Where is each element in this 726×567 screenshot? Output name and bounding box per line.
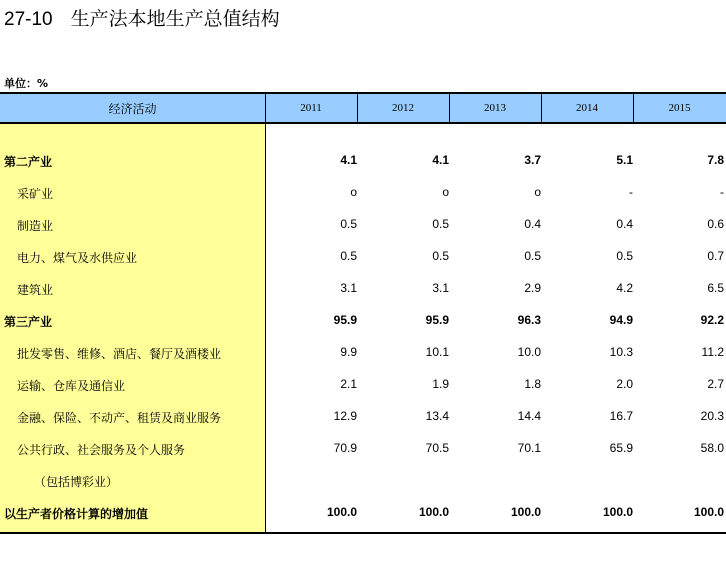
cell-value: 92.2 [700, 313, 724, 327]
row-label: 以生产者价格计算的增加值 [4, 507, 149, 521]
cell-value: 16.7 [609, 409, 633, 423]
cell-value: 0.5 [340, 249, 357, 263]
table-title [4, 4, 280, 31]
cell-value: 0.5 [432, 217, 449, 231]
row-label: 制造业 [17, 219, 54, 233]
header-divider [541, 92, 542, 124]
cell-value: 4.1 [340, 153, 357, 167]
cell-value: 0.7 [707, 249, 724, 263]
cell-value: o [534, 185, 541, 199]
header-year-2015: 2015 [633, 92, 726, 124]
cell-value: 9.9 [340, 345, 357, 359]
row-label: （包括博彩业） [34, 475, 119, 489]
cell-value: 58.0 [700, 441, 724, 455]
cell-value: o [350, 185, 357, 199]
cell-value: 100.0 [418, 505, 449, 519]
cell-value: - [720, 185, 724, 199]
cell-value: 2.0 [616, 377, 633, 391]
header-divider [449, 92, 450, 124]
cell-value: 0.5 [432, 249, 449, 263]
row-label: 金融、保险、不动产、租赁及商业服务 [17, 411, 222, 425]
cell-value: 70.9 [333, 441, 357, 455]
header-activity: 经济活动 [0, 92, 265, 124]
header-divider [357, 92, 358, 124]
row-label: 建筑业 [17, 283, 54, 297]
cell-value: 100.0 [693, 505, 724, 519]
cell-value: 13.4 [425, 409, 449, 423]
cell-value: 1.8 [524, 377, 541, 391]
row-label: 批发零售、维修、酒店、餐厅及酒楼业 [17, 347, 222, 361]
header-divider [265, 92, 266, 124]
cell-value: 0.6 [707, 217, 724, 231]
header-divider [633, 92, 634, 124]
cell-value: 4.1 [432, 153, 449, 167]
cell-value: 20.3 [700, 409, 724, 423]
cell-value: 7.8 [707, 153, 724, 167]
cell-value: 10.0 [517, 345, 541, 359]
cell-value: 70.5 [425, 441, 449, 455]
cell-value: 96.3 [517, 313, 541, 327]
cell-value: 94.9 [609, 313, 633, 327]
cell-value: 95.9 [425, 313, 449, 327]
cell-value: 95.9 [333, 313, 357, 327]
row-label: 第三产业 [4, 315, 53, 329]
header-year-2012: 2012 [357, 92, 449, 124]
cell-value: 1.9 [432, 377, 449, 391]
cell-value: 0.4 [524, 217, 541, 231]
label-column-divider [265, 124, 266, 533]
cell-value: 2.9 [524, 281, 541, 295]
cell-value: 5.1 [616, 153, 633, 167]
cell-value: 10.1 [425, 345, 449, 359]
cell-value: 3.1 [432, 281, 449, 295]
cell-value: 14.4 [517, 409, 541, 423]
cell-value: 12.9 [333, 409, 357, 423]
row-label: 公共行政、社会服务及个人服务 [17, 443, 186, 457]
header-year-2011: 2011 [265, 92, 357, 124]
row-label: 运输、仓库及通信业 [17, 379, 126, 393]
unit-label: 单位：% [4, 77, 49, 90]
cell-value: 2.1 [340, 377, 357, 391]
cell-value: 6.5 [707, 281, 724, 295]
cell-value: 10.3 [609, 345, 633, 359]
cell-value: - [629, 185, 633, 199]
cell-value: 0.5 [616, 249, 633, 263]
header-year-2013: 2013 [449, 92, 541, 124]
cell-value: 11.2 [701, 345, 724, 359]
cell-value: 65.9 [609, 441, 633, 455]
cell-value: 100.0 [510, 505, 541, 519]
cell-value: 0.4 [616, 217, 633, 231]
cell-value: 0.5 [524, 249, 541, 263]
cell-value: 3.7 [524, 153, 541, 167]
header-year-2014: 2014 [541, 92, 633, 124]
cell-value: 4.2 [616, 281, 633, 295]
table-title-text: 生产法本地生产总值结构 [70, 8, 280, 30]
row-label: 电力、煤气及水供应业 [17, 251, 138, 265]
cell-value: 0.5 [340, 217, 357, 231]
row-label: 第二产业 [4, 155, 53, 169]
cell-value: 100.0 [326, 505, 357, 519]
row-label: 采矿业 [17, 187, 54, 201]
table-bottom-rule [0, 532, 726, 534]
cell-value: 100.0 [602, 505, 633, 519]
cell-value: 2.7 [707, 377, 724, 391]
cell-value: 3.1 [340, 281, 357, 295]
table-number: 27-10 [4, 9, 53, 30]
cell-value: o [442, 185, 449, 199]
cell-value: 70.1 [517, 441, 541, 455]
